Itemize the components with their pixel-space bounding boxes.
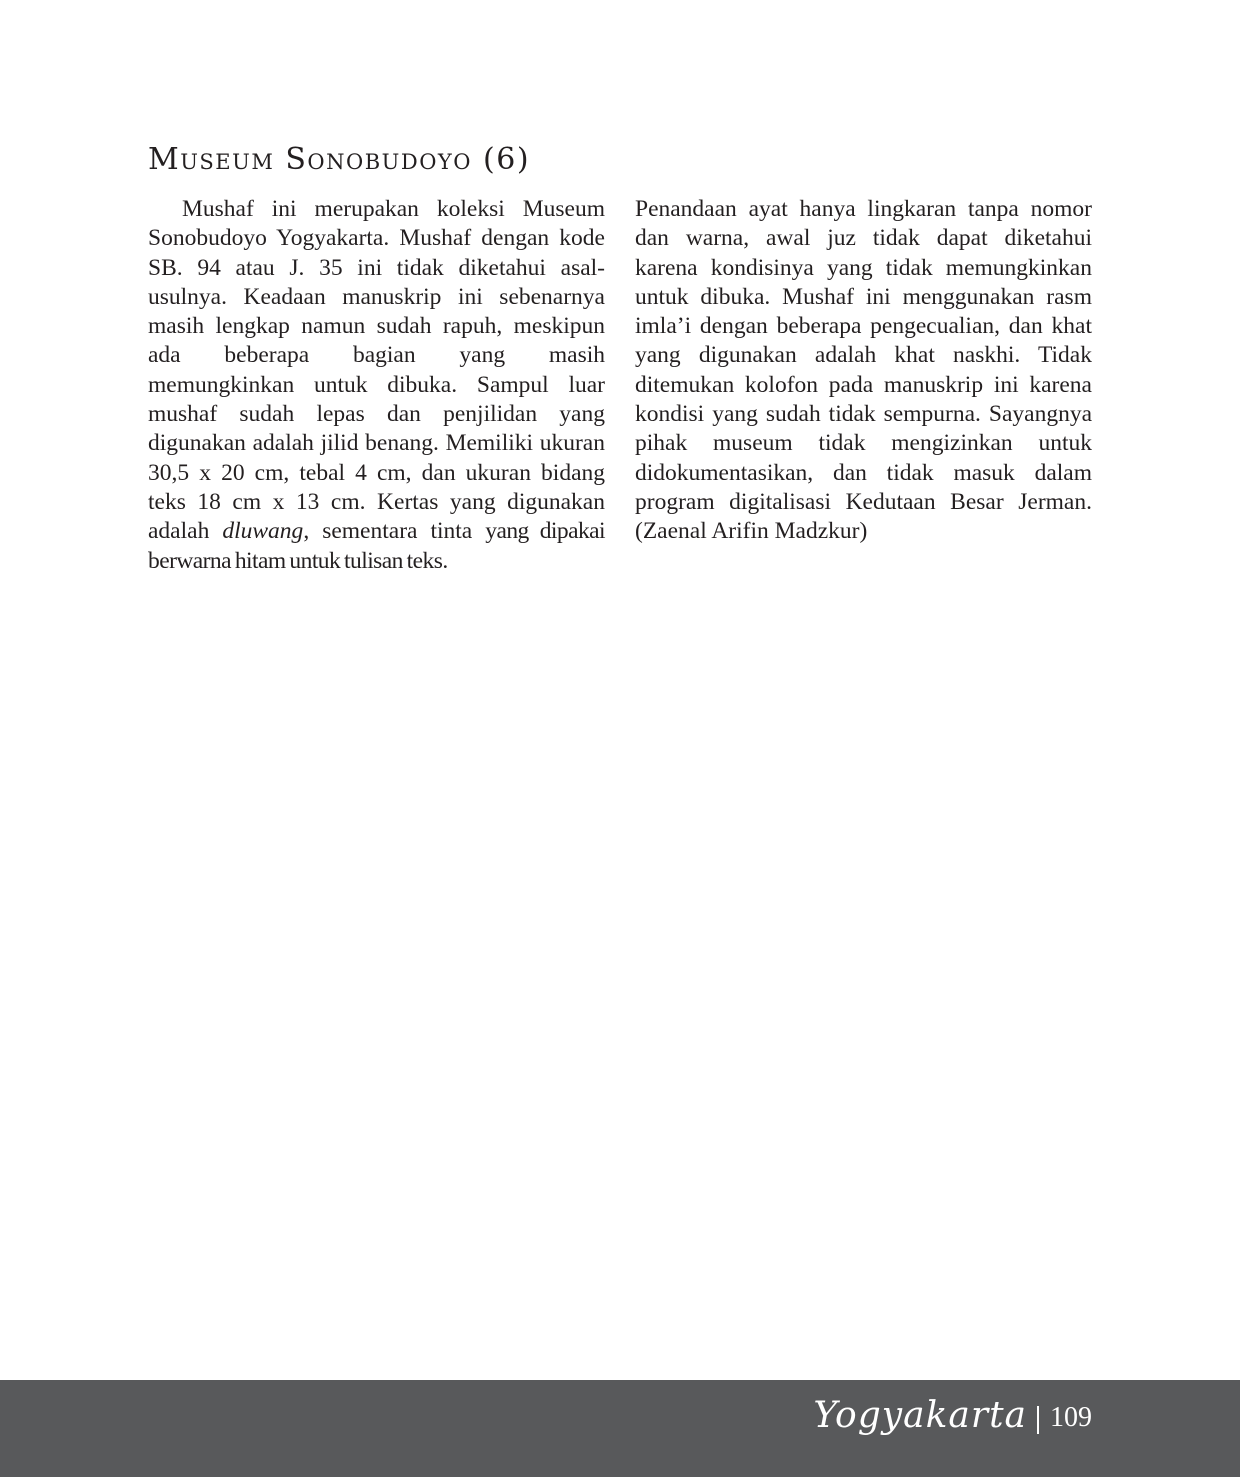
left-column-paragraph	[148, 195, 605, 576]
left-text-last-line: yang dipakai berwarna hitam untuk tulisan teks.	[148, 518, 606, 574]
footer-band	[0, 1380, 1240, 1477]
page-number: 109	[1050, 1402, 1092, 1433]
right-column-paragraph: Penandaan ayat hanya lingkaran tanpa nomor dan warna, awal juz tidak dapat diketahui karena kondisinya yang tidak memungkinkan untuk dibuka. Mushaf ini menggunakan rasm imla’i dengan beberapa pengecualian, dan khat yang digunakan adalah khat naskhi. Tidak ditemukan kolofon pada manuskrip ini karena kondisi yang sudah tidak sempurna. Sayangnya pihak museum tidak mengizinkan untuk didokumentasikan, dan tidak masuk dalam program digitalisasi Kedutaan Besar Jerman. (Zaenal Arifin Madzkur)	[635, 196, 1092, 545]
section-heading: Museum Sonobudoyo (6)	[148, 142, 531, 177]
italic-term: dluwang	[222, 518, 304, 545]
footer-running-title: Yogyakarta	[813, 1395, 1027, 1436]
left-text-after-italic: , sementara tinta	[303, 518, 473, 545]
footer-divider	[1037, 1406, 1039, 1434]
left-text-main: Mushaf ini merupakan koleksi Museum Sonobudoyo Yogyakarta. Mushaf dengan kode SB. 94 atau J. 35 ini tidak diketahui asal-usulnya. Keadaan manuskrip ini sebenarnya masih lengkap namun sudah rapuh, meskipun ada beberapa bagian yang masih memungkinkan untuk dibuka. Sampul luar mushaf sudah lepas dan penjilidan yang digunakan adalah jilid benang. Memiliki ukuran 30,5 x 20 cm, tebal 4 cm, dan ukuran bidang teks 18 cm x 13 cm. Kertas yang digunakan adalah	[148, 196, 605, 545]
